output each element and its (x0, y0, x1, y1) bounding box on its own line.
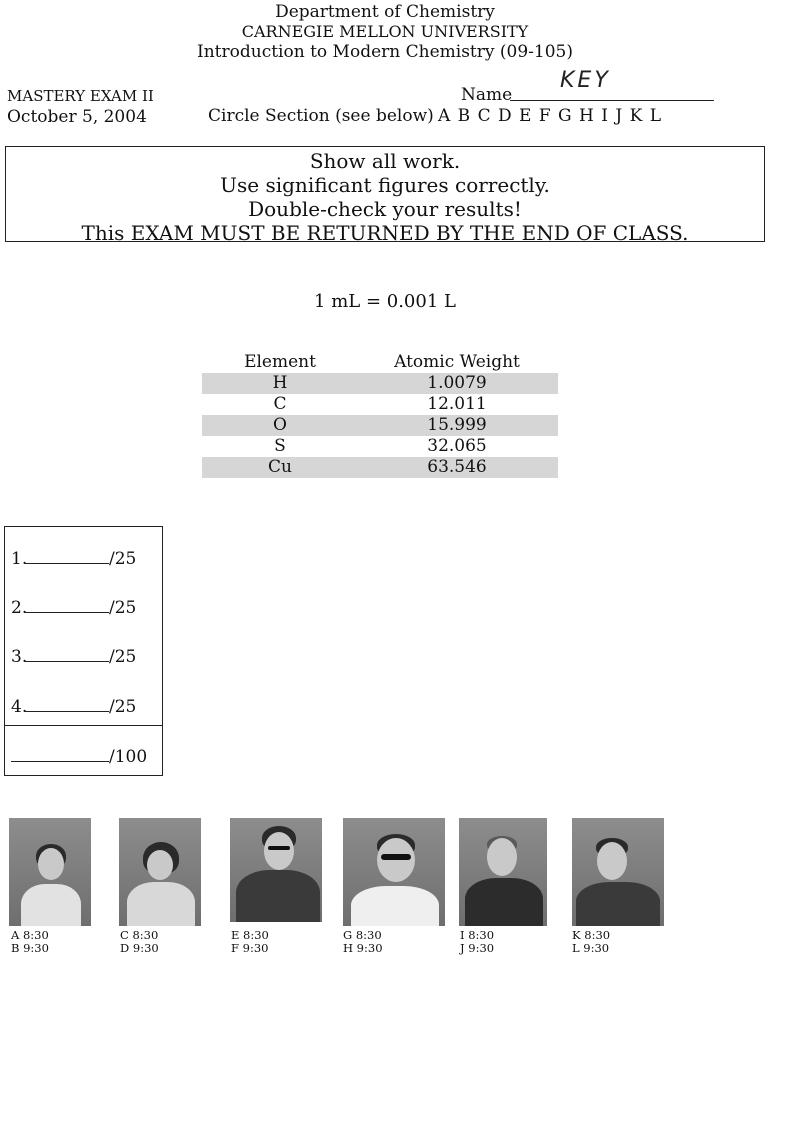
instructor-photo-ij (459, 818, 547, 926)
score-line-4[interactable] (11, 697, 136, 717)
table-row (202, 415, 558, 436)
column-header-weight: Atomic Weight (394, 352, 520, 372)
score-box (4, 526, 163, 776)
instructor-photo-kl (572, 818, 664, 926)
table-row (202, 394, 558, 415)
atomic-weight-table (202, 352, 558, 478)
instruction-line: Show all work. (309, 149, 461, 173)
instruction-line: Use significant figures correctly. (220, 173, 550, 197)
score-blank[interactable] (25, 598, 109, 613)
section-caption: K 8:30 L 9:30 (572, 928, 611, 955)
exam-name: MASTERY EXAM II (7, 87, 154, 105)
score-max: /25 (109, 549, 137, 569)
exam-date: October 5, 2004 (7, 107, 147, 127)
table-header-row (202, 352, 558, 373)
weight-cell: 63.546 (427, 457, 487, 477)
section-label: Circle Section (see below) (208, 106, 434, 126)
score-max: /25 (109, 697, 137, 717)
element-cell: Cu (268, 457, 292, 477)
unit-conversion: 1 mL = 0.001 L (314, 291, 456, 312)
instructor-photo-ab (9, 818, 91, 926)
section-letters[interactable]: A B C D E F G H I J K L (438, 106, 662, 126)
instruction-line: This EXAM MUST BE RETURNED BY THE END OF CLASS. (81, 221, 689, 245)
score-line-2[interactable] (11, 598, 136, 618)
instructor-photo-gh (343, 818, 445, 926)
question-number: 4. (11, 697, 28, 717)
score-max: /25 (109, 598, 137, 618)
section-caption: A 8:30 B 9:30 (11, 928, 49, 955)
instructions-box (5, 146, 765, 245)
department-title: Department of Chemistry (275, 2, 495, 22)
table-row (202, 373, 558, 394)
table-row (202, 436, 558, 457)
section-caption: I 8:30 J 9:30 (460, 928, 495, 955)
name-label: Name (461, 85, 513, 105)
section-caption: E 8:30 F 9:30 (231, 928, 269, 955)
section-caption: G 8:30 H 9:30 (343, 928, 383, 955)
score-max: /25 (109, 647, 137, 667)
instructor-photo-cd (119, 818, 201, 926)
name-value: KEY (560, 68, 611, 93)
weight-cell: 1.0079 (427, 373, 487, 393)
course-title: Introduction to Modern Chemistry (09-105) (197, 42, 573, 62)
element-cell: O (273, 415, 287, 435)
total-max: /100 (109, 747, 148, 767)
weight-cell: 12.011 (427, 394, 487, 414)
section-caption: C 8:30 D 9:30 (120, 928, 159, 955)
table-row (202, 457, 558, 478)
score-divider (5, 725, 162, 726)
score-blank[interactable] (25, 549, 109, 564)
name-field[interactable] (510, 100, 714, 101)
question-number: 1. (11, 549, 28, 569)
element-cell: H (272, 373, 288, 393)
column-header-element: Element (244, 352, 316, 372)
question-number: 3. (11, 647, 28, 667)
weight-cell: 32.065 (427, 436, 487, 456)
score-total-line[interactable] (11, 747, 147, 767)
score-line-1[interactable] (11, 549, 136, 569)
element-cell: S (274, 436, 286, 456)
element-cell: C (273, 394, 287, 414)
score-blank[interactable] (25, 697, 109, 712)
question-number: 2. (11, 598, 28, 618)
score-blank[interactable] (25, 647, 109, 662)
total-blank[interactable] (11, 747, 109, 762)
university-title: CARNEGIE MELLON UNIVERSITY (241, 22, 529, 41)
score-line-3[interactable] (11, 647, 136, 667)
instructor-photo-ef (230, 818, 322, 922)
weight-cell: 15.999 (427, 415, 487, 435)
instruction-line: Double-check your results! (248, 197, 522, 221)
